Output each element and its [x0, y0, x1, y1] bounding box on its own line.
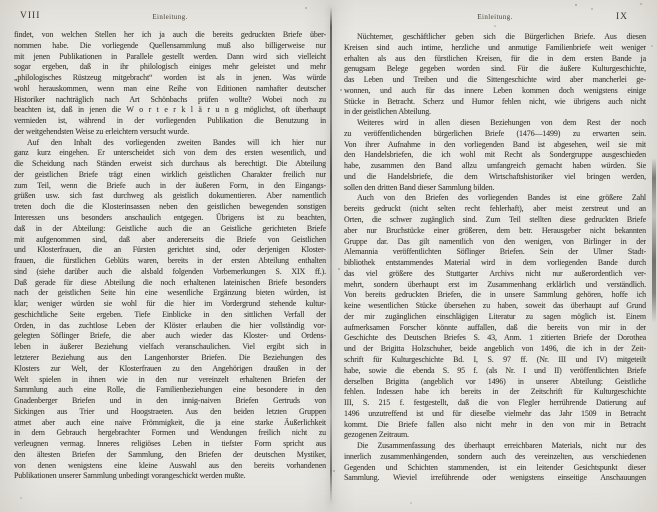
page-number: VIII: [20, 11, 41, 21]
text-line: derselben Brigitta (angeblich vor 1496) in unserer Abteilung: Geistliche: [344, 376, 646, 386]
text-line: gelegten Söflinger Briefe, die aber auch wieder das Kloster- und Ordens-: [14, 331, 326, 341]
text-line: „philologisches Rüstzeug mitgebracht“ worden ist als in jenen. Was würde: [14, 73, 326, 83]
scan-edge-mark: [652, 158, 656, 323]
text-line: genugsam Belege gegeben worden sind. Für die äußere Kulturgeschichte,: [344, 64, 646, 74]
text-line: verleugnen vermag. Inneres religiöses Leben in tiefster Form spricht aus: [14, 439, 326, 449]
text-line: Weiteres wird in allen diesen Beziehungen von dem Rest der noch: [357, 118, 646, 128]
text-line: wonnen, und auch für das innere Leben kommen doch wenigstens einige: [344, 85, 646, 95]
text-line: Kreisen sind auch intime, herzliche und anmutige Familienbriefe weit weniger: [344, 42, 646, 52]
text-line: Stücke in Betracht. Scherz und Humor fehlen nicht, wie übrigens auch nicht: [344, 96, 646, 106]
text-line: fehlen. Indessen habe ich bereits in der Zeitschrift für Kulturgeschichte: [344, 387, 646, 397]
left-text-block: [14, 30, 326, 482]
text-line: daß in der Abteilung: Geistliche auch die an Geistliche gerichteten Briefe: [14, 223, 326, 233]
text-line: Geschichte des Deutschen Briefes S. 43, Anm. 1 zitierten Briefe der Dorothea: [344, 333, 646, 343]
text-line: das Leben und Treiben und die Sittengeschichte wird aber mancherlei ge-: [344, 75, 646, 85]
text-line: mehrt, sondern überhaupt erst im Zusammenhang erklärlich und verständlich.: [344, 279, 646, 289]
text-line: sind (siehe darüber auch die alsbald folgenden Vorbemerkungen S. XIX ff.).: [14, 266, 326, 276]
text-line: Welt spielen in ihnen wie in den nur vereinzelt erhaltenen Briefen der: [14, 374, 326, 384]
text-line: Sammlung. Wieviel irreführende oder wenigstens einseitige Anschauungen: [344, 473, 646, 483]
text-line: zum Teil, wenn die Briefe auch in der äußeren Form, in den Eingangs-: [14, 180, 326, 190]
text-line: mit aufgenommen sind, daß aber andererseits die Briefe von Geistlichen: [14, 234, 326, 244]
text-line: leben in äußerer Beziehung vielfach veranschaulichen. Viel ergibt sich in: [14, 342, 326, 352]
text-line: habe, zusammen den Band allzu umfangreich gemacht haben würden. Sie: [344, 161, 646, 171]
text-line: nach der geistlichen Seite hin eine wesentliche Ergänzung bieten würden, ist: [14, 288, 326, 298]
text-line: Gruppe dar. Das gilt namentlich von den wenigen, von Birlinger in der: [344, 236, 646, 246]
text-line: Orten, die schwer zugänglich sind. Zum Teil stellten diese gedruckten Briefe: [344, 215, 646, 225]
text-line: nommen habe. Die vorliegende Quellensammlung muß also billigerweise nur: [14, 40, 326, 50]
text-line: keine wesentlichen Stücke übersehen zu haben, soweit das überhaupt auf Grund: [344, 301, 646, 311]
text-line: Sickingen aus Trier und Hoogstraeten. Aus den beiden letzten Gruppen: [14, 406, 326, 416]
text-line: erhalten als aus den fürstlichen Kreisen, für die in dem ersten Bande ja: [344, 53, 646, 63]
text-line: Interessen uns besonders anschaulich entgegen. Übrigens ist zu beachten,: [14, 213, 326, 223]
text-line: Von ihrer Aufnahme in den vorliegenden Band ist abgesehen, weil sie mit: [344, 139, 646, 149]
text-line: beachten ist, daß in jenen die W o r t e r k l ä r u n g möglichst, oft überhaupt: [14, 105, 326, 115]
text-line: und die Handelsbriefe, die dem Wirtschaftshistoriker viel bringen werden,: [344, 171, 646, 181]
running-title: Einleitung.: [152, 13, 188, 21]
page-left-header: [14, 11, 326, 25]
text-line: atmet aber auch eine naive Frömmigkeit, die ja eine starke Äußerlichkeit: [14, 417, 326, 427]
text-line: III, S. 215 f. festgestellt, daß die von Flegler herrührende Datierung auf: [344, 398, 646, 408]
text-line: ganz kurz eingehen. Er unterscheidet sich von dem des ersten wesentlich, und: [14, 148, 326, 158]
text-line: Gegenden und Schichten stammenden, ist ein leitender Gesichtspunkt dieser: [344, 462, 646, 472]
page-right-header: [344, 11, 646, 25]
text-line: aufmerksamen Forscher könnte auffallen, daß die bereits von mir in der: [344, 322, 646, 332]
text-line: den ältesten Briefen der Sammlung, den Briefen der deutschen Mystiker,: [14, 449, 326, 459]
text-line: und Klosterfrauen, die an Fürsten gerichtet sind, oder derjenigen Kloster-: [14, 245, 326, 255]
text-line: habe, sowie die ebenda S. 95 f. (als Nr. I und II) veröffentlichten Briefe: [344, 365, 646, 375]
text-line: die Scheidung nach Ständen erweist sich durchaus als berechtigt. Die Abteilung: [14, 159, 326, 169]
text-line: Daß gerade für diese Abteilung die noch erhaltenen lateinischen Briefe besonders: [14, 277, 326, 287]
text-line: Auch von den Briefen des vorliegenden Bandes ist eine größere Zahl: [357, 193, 646, 203]
text-line: bereits gedruckt (nicht selten recht fehlerhaft), aber meist zerstreut und an: [344, 204, 646, 214]
text-line: Klosters zur Welt, der Klosterfrauen zu den Angehörigen draußen in der: [14, 363, 326, 373]
text-line: findet, von welchen Stellen her ich ja auch die bereits gedruckten Briefe über-: [14, 30, 326, 39]
divider-mark: *: [493, 25, 497, 31]
text-line: 1496 unzutreffend ist und für dieselbe vielmehr das Jahr 1509 in Betracht: [344, 408, 646, 418]
text-line: Publikationen unserer Sammlung unbedingt vorangeschickt werden mußte.: [14, 471, 246, 481]
page-left: [14, 0, 326, 512]
text-line: in dem Gebrauch hergebrachter Formen und Wendungen freilich nicht zu: [14, 428, 326, 438]
text-line: Sammlung auch eine Rolle, die Familienbeziehungen eine besondere in den: [14, 385, 326, 395]
text-line: geschichtliche Seite ergeben. Tiefe Einblicke in den sittlichen Verfall der: [14, 309, 326, 319]
text-line: mit jenen Publikationen in Parallele gestellt werden. Dann wird sich vielleicht: [14, 51, 326, 61]
page-number: IX: [615, 12, 628, 22]
text-line: grüßen usw. sich fast durchweg als geistlich dokumentieren. Aber namentlich: [14, 191, 326, 201]
text-line: bibliothek entstammendes Material wird in dem vorliegenden Bande durch: [344, 258, 646, 268]
text-line: das viel größere des Stuttgarter Archivs nicht nur außerordentlich ver-: [344, 268, 646, 278]
text-line: Von bereits gedruckten Briefen, die in unsere Sammlung gehören, hoffe ich: [344, 290, 646, 300]
text-line: Alemannia veröffentlichten Söflinger Briefen. Sein der Ulmer Stadt-: [344, 247, 646, 257]
text-line: frauen, die fürstlichen Geblüts waren, bereits in der ersten Abteilung enthalten: [14, 256, 326, 266]
text-line: wohl herauskommen, wenn man eine Reihe von Editionen namhafter deutscher: [14, 83, 326, 93]
text-line: Gnadenberger Briefen und in den innig-naiven Briefen Gertruds von: [14, 396, 326, 406]
text-line: zu veröffentlichenden bürgerlichen Briefe (1476—1499) zu erwarten sein.: [344, 128, 646, 138]
right-text-block: [344, 32, 646, 484]
text-line: gezogenen Zeitraum.: [344, 430, 409, 440]
text-line: Orden, in das zuchtlose Leben der Klöster erlauben die hier vollständig vor-: [14, 320, 326, 330]
text-line: der weitgehendsten Weise zu erleichtern versucht wurde.: [14, 126, 189, 136]
text-line: kommt. Die Briefe fallen also nicht mehr in den von mir in Betracht: [344, 419, 646, 429]
text-line: treten doch die die Klosterinsassen neben den geistlichen bewegenden sonstigen: [14, 202, 326, 212]
page-gutter-shadow: [330, 6, 332, 506]
text-line: Historiker nachträglich nach Art Schönbachs prüfen wollte? Wobei noch zu: [14, 94, 326, 104]
text-line: der mir zugänglichen einschlägigen Literatur zu sagen möglich ist. Einem: [344, 311, 646, 321]
text-line: und der Brigitta Holzschuher, beide angeblich von 1496, die ich in der Zeit-: [344, 344, 646, 354]
text-line: sollen den dritten Band dieser Sammlung bilden.: [344, 182, 495, 192]
text-line: den Handelsbriefen, die ich wohl mit Recht als Sondergruppe ausgeschieden: [344, 150, 646, 160]
text-line: Auf den Inhalt des vorliegenden zweiten Bandes will ich hier nur: [27, 137, 326, 147]
text-line: von denen wenigstens eine kleine Auswahl aus den bereits vorhandenen: [14, 460, 326, 470]
text-line: schrift für Kulturgeschichte Bd. I, S. 97 ff. (Nr. III und IV) mitgeteilt: [344, 354, 646, 364]
text-line: der geistlichen Briefe trägt einen wirklich geistlichen Charakter freilich nur: [14, 169, 326, 179]
text-line: Die Zusammenfassung des überhaupt erreichbaren Materials, nicht nur des: [357, 441, 646, 451]
scan-noise-speckles: [0, 0, 2, 2]
text-line: vermieden ist, während in der vorliegenden Publikation die Benutzung in: [14, 116, 326, 126]
page-right: [344, 0, 646, 512]
text-line: innerlich zusammenhängenden, sondern auch des vereinzelten, aus verschiedenen: [344, 451, 646, 461]
text-line: klar; weniger würden sie wohl für die hier im Vordergrund stehende kultur-: [14, 299, 326, 309]
text-line: in der geistlichen Abteilung.: [344, 107, 431, 117]
text-line: aber nur Bruchstücke einer größeren, dem betr. Herausgeber nicht bekannten: [344, 225, 646, 235]
running-title: Einleitung.: [477, 13, 513, 21]
text-line: Nüchterner, geschäftlicher geben sich die Bürgerlichen Briefe. Aus diesen: [357, 32, 646, 41]
text-line: sogar ergeben, daß in ihr philologisch einiges mehr geleistet und mehr: [14, 62, 326, 72]
text-line: letzterer Beziehung aus den Langenhorster Briefen. Die Beziehungen des: [14, 352, 326, 362]
